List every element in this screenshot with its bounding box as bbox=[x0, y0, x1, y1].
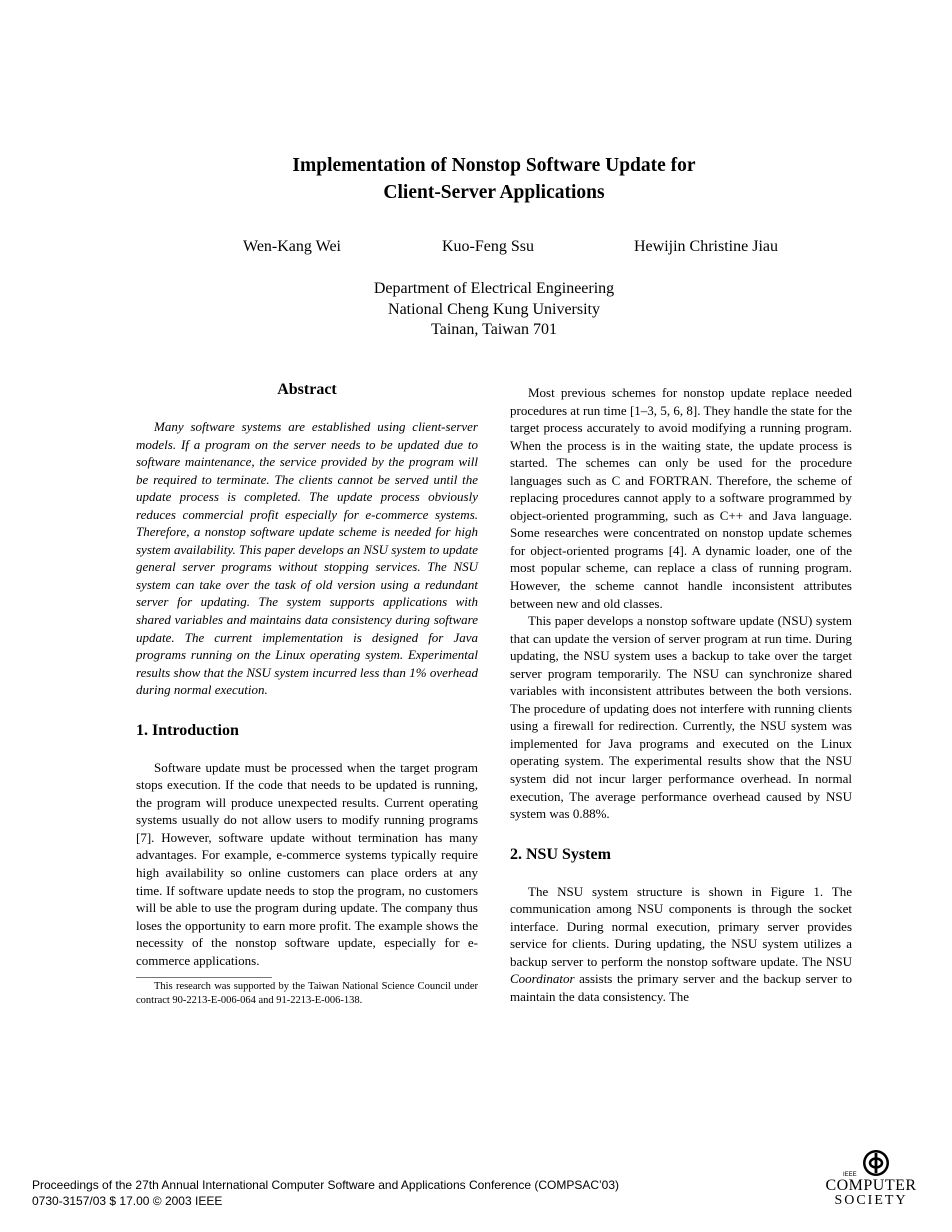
footnote: This research was supported by the Taiwan National Science Council under contract 90-2213-E-006-064 and 91-2213-E-006-138. bbox=[136, 981, 478, 1007]
ieee-phi-logo-icon bbox=[841, 1148, 901, 1178]
logo-computer-text: COMPUTER bbox=[825, 1177, 917, 1194]
author-1: Wen-Kang Wei bbox=[243, 238, 341, 255]
ieee-computer-society-logo bbox=[818, 1148, 924, 1210]
abstract-text: Many software systems are established using client-server models. If a program on the server needs to be updated due to software maintenance, the service provided by the program will be required to terminate. The clients cannot be served until the update process is completed. The update process obviously reduces commercial profit especially for e-commerce systems. Therefore, a nonstop software update scheme is needed for high system availability. This paper develops an NSU system to update general server programs without stopping services. The NSU system can take over the task of old version using a redundant server for updating. The system supports applications with shared variables and maintains data consistency during software update. The current implementation is designed for Java programs running on the Linux operating system. Experimental results show that the NSU system incurred less than 1% overhead during normal execution. bbox=[136, 419, 478, 698]
introduction-paragraph-3: This paper develops a nonstop software update (NSU) system that can update the version of server program at run time. During updating, the NSU system uses a backup to take over the target server program temporarily. The NSU can synchronize shared variables with inconsistent attributes between the both versions. The procedure of updating does not interfere with running clients using a firewall for redirection. Currently, the NSU system was implemented for Java programs and executed on the Linux operating system. The experimental results show that the NSU system did not incur larger performance overhead. In normal execution, The average performance overhead caused by NSU system was 0.88%. bbox=[510, 613, 852, 822]
author-2: Kuo-Feng Ssu bbox=[442, 238, 535, 255]
introduction-paragraph-1: Software update must be processed when the target program stops execution. If the code that needs to be updated is running, the program will produce unexpected results. Current operating systems usually do not allow users to modify running programs [7]. However, software update without termination has many advantages. For example, e-commerce systems typically require high availability so online customers can place orders at any time. If software update needs to stop the program, no customers will be able to use the program during update. The company thus loses the opportunity to earn more profit. The example shows the necessity of the nonstop software update, especially for e-commerce applications. bbox=[136, 759, 478, 968]
affiliation-location: Tainan, Taiwan 701 bbox=[431, 321, 557, 338]
proceedings-footer bbox=[32, 1178, 619, 1209]
abstract-heading: Abstract bbox=[277, 381, 337, 398]
nsu-system-paragraph-1 bbox=[510, 883, 852, 1006]
proceedings-line: Proceedings of the 27th Annual International Computer Software and Applications Conference (COMPSAC’03) bbox=[32, 1178, 620, 1192]
author-3: Hewijin Christine Jiau bbox=[634, 238, 778, 255]
affiliation-department: Department of Electrical Engineering bbox=[373, 280, 615, 297]
logo-society-text: SOCIETY bbox=[834, 1193, 908, 1208]
nsu-system-heading: 2. NSU System bbox=[510, 845, 611, 863]
logo-ieee-text: IEEE bbox=[843, 1172, 857, 1178]
title-line-1: Implementation of Nonstop Software Update for bbox=[292, 155, 696, 176]
nsu-text-part-1: The NSU system structure is shown in Figure 1. The communication among NSU components is through the socket interface. During normal execution, primary server provides service for clients. During updating, the NSU system utilizes a backup server to perform the nonstop software update. The NSU bbox=[510, 883, 852, 969]
copyright-line: 0730-3157/03 $ 17.00 © 2003 IEEE bbox=[32, 1193, 223, 1208]
left-column bbox=[136, 380, 478, 1008]
nsu-text-part-2: assists the primary server and the backup server to maintain the data consistency. The bbox=[510, 971, 852, 1004]
introduction-paragraph-2: Most previous schemes for nonstop update replace needed procedures at run time [1–3, 5, 6, 8]. They handle the state for the target process accurately to avoid modifying a running program. When the process is in the waiting state, the update process is started. The schemes can only be used for the procedure languages such as C and FORTRAN. Therefore, the scheme of replacing procedures cannot apply to a software programmed by object-oriented programming, such as C++ and Java language. Some researches were concentrated on nonstop update schemes for object-oriented programs [4]. A dynamic loader, one of the most popular scheme, can replace a class of running program. However, the scheme cannot handle inconsistent attributes between new and old classes. bbox=[510, 385, 852, 611]
affiliation-university: National Cheng Kung University bbox=[388, 300, 600, 318]
footnote-divider bbox=[136, 977, 272, 978]
coordinator-term: Coordinator bbox=[510, 971, 575, 987]
paper-title bbox=[0, 152, 952, 206]
affiliation bbox=[0, 279, 952, 341]
introduction-heading: 1. Introduction bbox=[136, 721, 239, 739]
title-line-2: Client-Server Applications bbox=[383, 182, 605, 203]
right-column bbox=[510, 384, 852, 1006]
